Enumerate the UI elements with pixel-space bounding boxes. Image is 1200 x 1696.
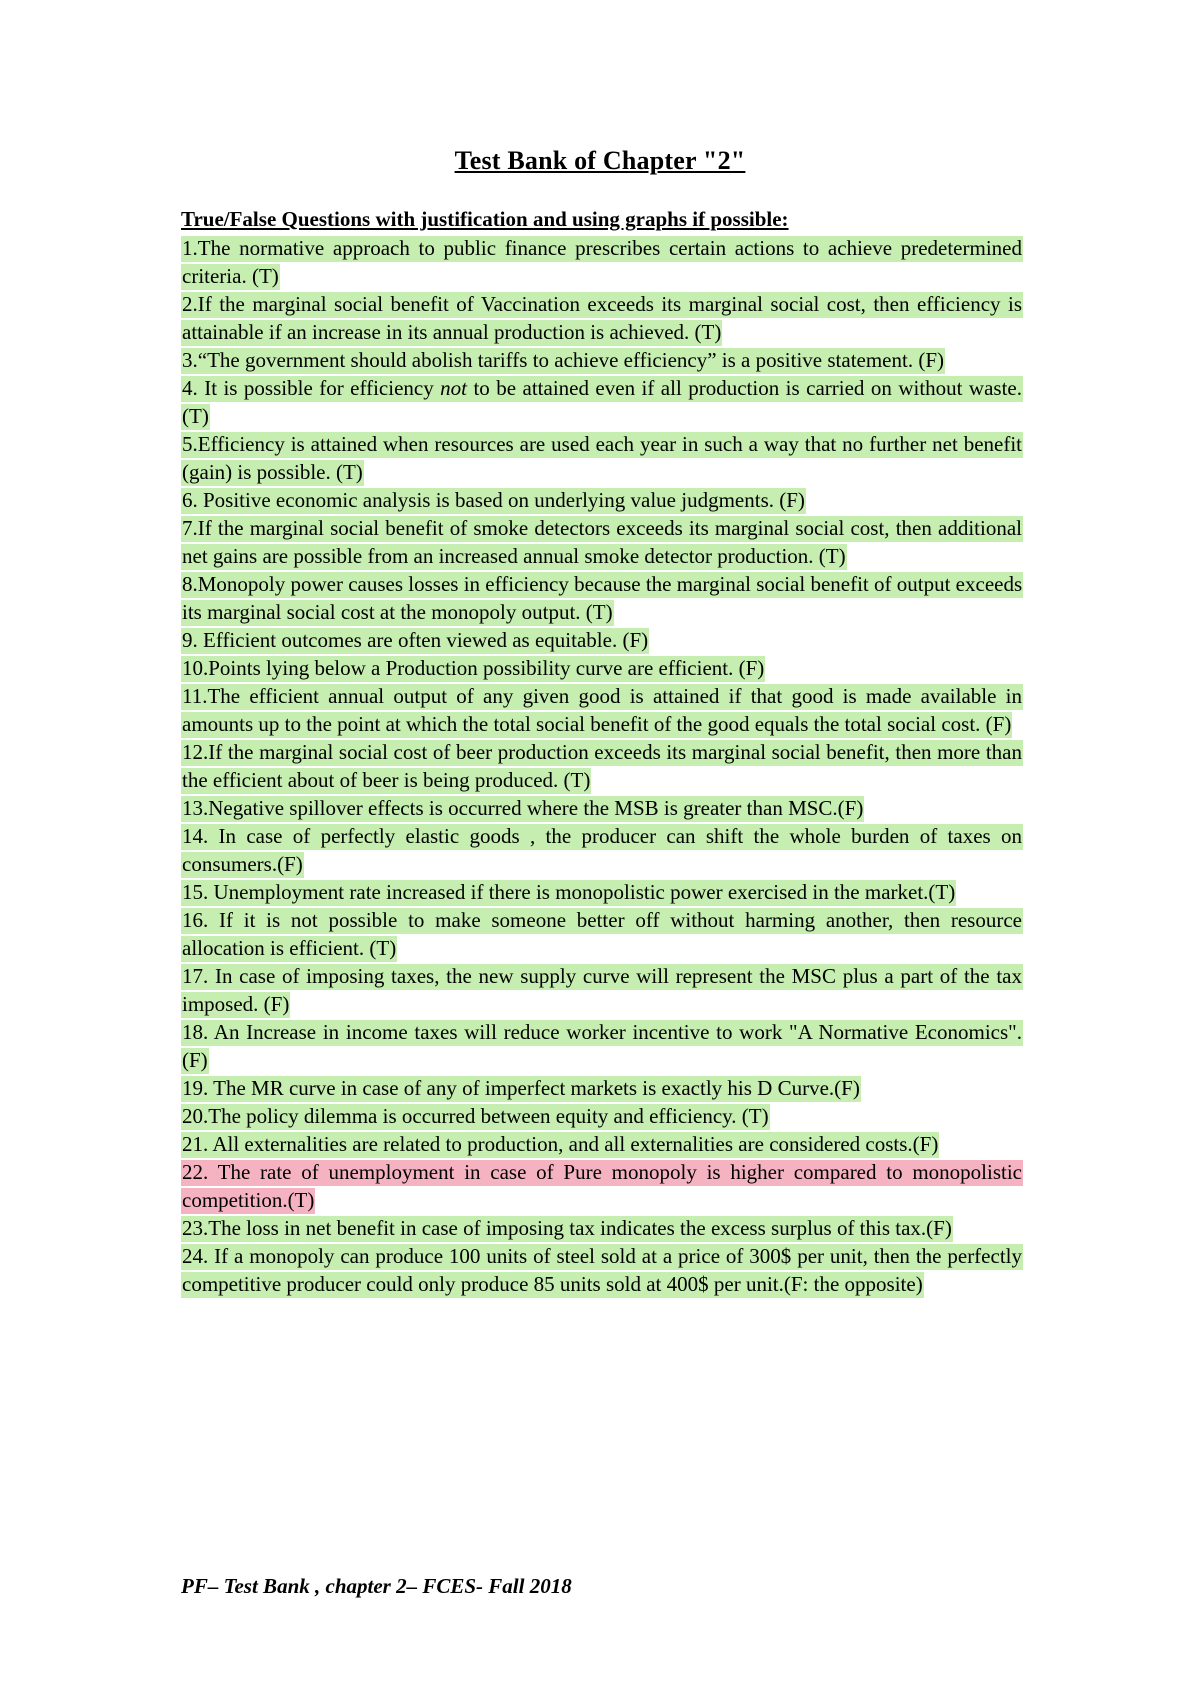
section-subtitle: True/False Questions with justification and using graphs if possible: [181,207,789,231]
question-text: 3.“The government should abolish tariffs to achieve efficiency” is a positive statement. (F) [182,348,944,372]
question-text: 1.The normative approach to public finance prescribes certain actions to achieve predetermined criteria. (T) [182,236,1022,288]
question-text: 14. In case of perfectly elastic goods , the producer can shift the whole burden of taxes on consumers.(F) [182,824,1022,876]
question-19 [181,1074,1023,1102]
question-6 [181,486,1023,514]
question-17 [181,962,1023,1018]
question-12 [181,738,1023,794]
question-text: 10.Points lying below a Production possibility curve are efficient. (F) [182,656,765,680]
question-24 [181,1242,1023,1298]
question-2 [181,290,1023,346]
question-text: 7.If the marginal social benefit of smoke detectors exceeds its marginal social cost, then additional net gains are possible from an increased annual smoke detector production. (T) [182,516,1022,568]
question-text-emphasis: not [440,376,468,400]
question-text: 9. Efficient outcomes are often viewed as equitable. (F) [182,628,649,652]
page-title: Test Bank of Chapter "2" [454,146,746,175]
question-23 [181,1214,1023,1242]
question-18 [181,1018,1023,1074]
question-text: 6. Positive economic analysis is based on underlying value judgments. (F) [182,488,805,512]
question-text: 21. All externalities are related to production, and all externalities are considered costs.(F) [182,1132,939,1156]
question-text: 18. An Increase in income taxes will reduce worker incentive to work "A Normative Economics".(F) [182,1020,1022,1072]
question-text: 8.Monopoly power causes losses in efficiency because the marginal social benefit of output exceeds its marginal social cost at the monopoly output. (T) [182,572,1023,624]
question-8 [181,570,1023,626]
question-21 [181,1130,1023,1158]
question-text-after: to be attained even if all production is carried on without waste. (T) [182,376,1022,428]
question-text: 12.If the marginal social cost of beer production exceeds its marginal social benefit, then more than the efficient about of beer is being produced. (T) [182,740,1022,792]
question-11 [181,682,1023,738]
question-text: 24. If a monopoly can produce 100 units of steel sold at a price of 300$ per unit, then the perfectly competitive producer could only produce 85 units sold at 400$ per unit.(F: the opposite) [182,1244,1022,1296]
question-22 [181,1158,1023,1214]
question-14 [181,822,1023,878]
question-7 [181,514,1023,570]
question-9 [181,626,1023,654]
question-4 [181,374,1023,430]
question-text: 19. The MR curve in case of any of imperfect markets is exactly his D Curve.(F) [182,1076,860,1100]
page-footer: PF– Test Bank , chapter 2– FCES- Fall 2018 [181,1574,572,1598]
question-text-highlighted-pink: 22. The rate of unemployment in case of Pure monopoly is higher compared to monopolistic competition.(T) [182,1160,1022,1212]
question-text: 20.The policy dilemma is occurred between equity and efficiency. (T) [182,1104,769,1128]
question-text: 17. In case of imposing taxes, the new supply curve will represent the MSC plus a part of the tax imposed. (F) [182,964,1022,1016]
question-15 [181,878,1023,906]
question-text: 5.Efficiency is attained when resources are used each year in such a way that no further net benefit (gain) is possible. (T) [182,432,1022,484]
question-10 [181,654,1023,682]
question-text: 13.Negative spillover effects is occurred where the MSB is greater than MSC.(F) [182,796,864,820]
question-16 [181,906,1023,962]
question-20 [181,1102,1023,1130]
question-text: 15. Unemployment rate increased if there is monopolistic power exercised in the market.(T) [182,880,956,904]
question-text: 2.If the marginal social benefit of Vaccination exceeds its marginal social cost, then efficiency is attainable if an increase in its annual production is achieved. (T) [182,292,1022,344]
question-text [181,376,1023,430]
question-text-before: 4. It is possible for efficiency [182,376,441,400]
question-5 [181,430,1023,486]
question-text: 16. If it is not possible to make someone better off without harming another, then resource allocation is efficient. (T) [182,908,1022,960]
question-1 [181,234,1023,290]
question-list [181,206,1023,1298]
question-text: 23.The loss in net benefit in case of imposing tax indicates the excess surplus of this tax.(F) [182,1216,952,1240]
question-text: 11.The efficient annual output of any given good is attained if that good is made available in amounts up to the point at which the total social benefit of the good equals the total social cost. (F) [182,684,1022,736]
question-13 [181,794,1023,822]
question-3 [181,346,1023,374]
